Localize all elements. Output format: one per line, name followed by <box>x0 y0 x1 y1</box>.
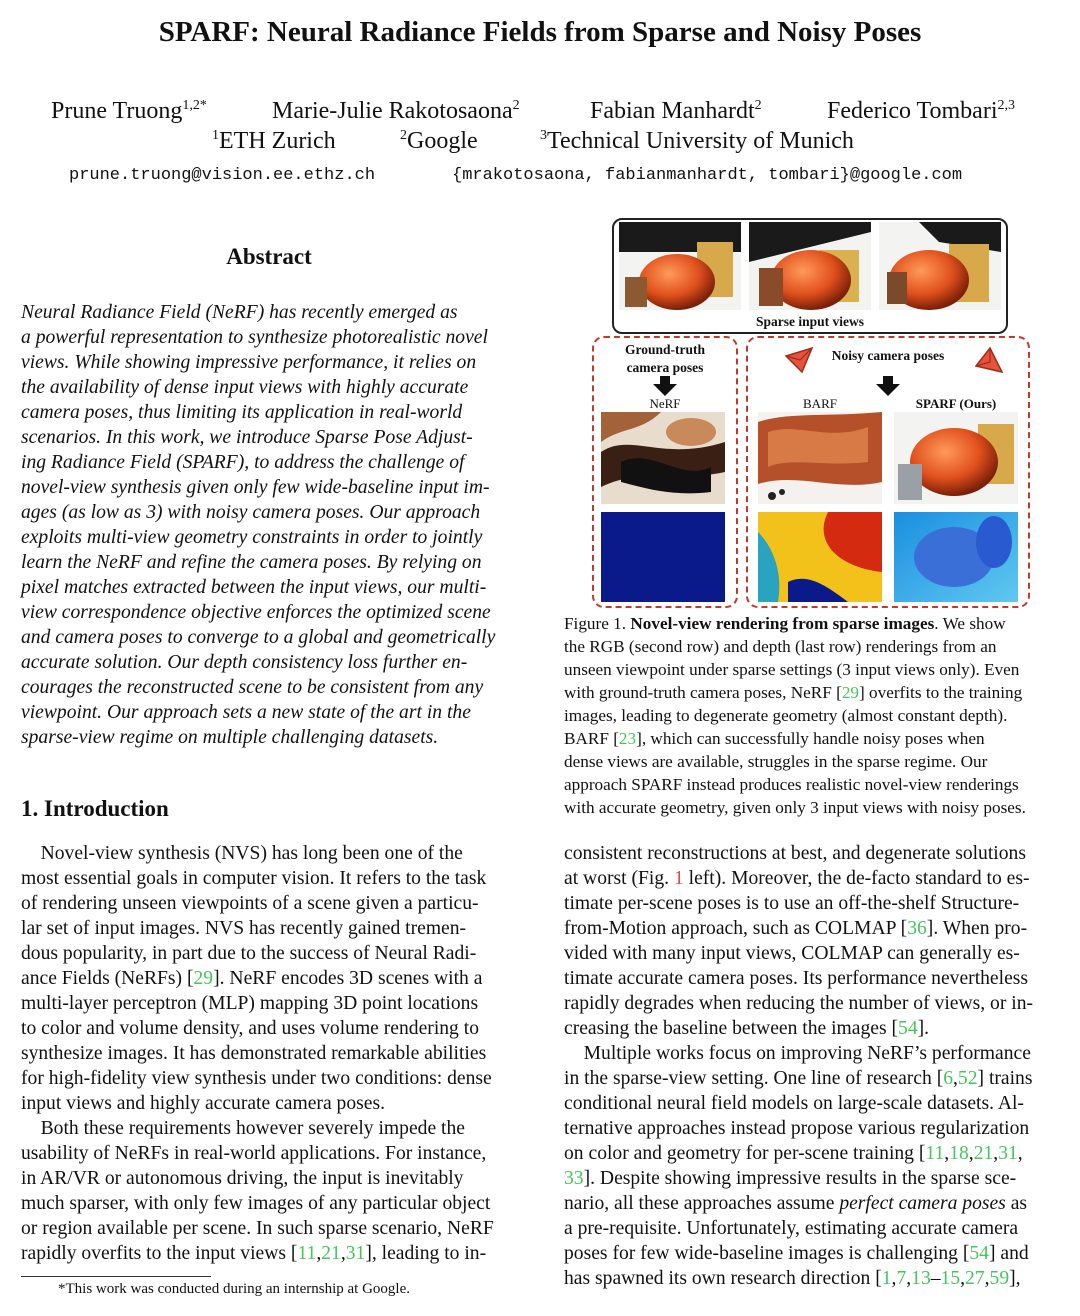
citation-link[interactable]: 52 <box>957 1068 978 1089</box>
text-run: ], which can successfully handle noisy poses when <box>636 729 985 748</box>
right_col-lines-line <box>564 1216 1064 1241</box>
text-run: ternative approaches instead propose various regularization <box>564 1118 1030 1139</box>
text-run: , <box>993 1143 999 1164</box>
text-run: timate accurate camera poses. Its performance nevertheless <box>564 968 1029 989</box>
abstract-line: novel-view synthesis given only few wide-baseline input im- <box>21 477 490 498</box>
text-run: nario, all these approaches assume <box>564 1193 840 1214</box>
text-run: Multiple works focus on improving NeRF’s performance <box>564 1043 1031 1064</box>
text-run: vided with many input views, COLMAP can generally es- <box>564 943 1020 964</box>
text-run: at worst (Fig. <box>564 868 674 889</box>
intro-heading: 1. Introduction <box>21 796 169 821</box>
right_col-lines-line <box>564 866 1064 891</box>
abstract-line: view correspondence objective enforces the optimized scene <box>21 602 491 623</box>
citation-link[interactable]: 23 <box>618 729 637 748</box>
citation-link[interactable]: 59 <box>989 1268 1010 1289</box>
text-run: approach SPARF instead produces realistic novel-view renderings <box>564 775 1019 794</box>
sparse-views-box <box>612 218 1008 334</box>
author-2: Marie-Julie Rakotosaona$^2$ <box>272 98 520 124</box>
text-run: dense views are available, struggles in the sparse regime. Our <box>564 752 988 771</box>
author-1: Prune Truong$^{1,2*}$ <box>51 98 207 124</box>
text-run: multi-layer perceptron (MLP) mapping 3D point locations <box>21 993 479 1014</box>
text-run: consistent reconstructions at best, and degenerate solutions <box>564 843 1026 864</box>
text-run: rapidly overfits to the input views [ <box>21 1243 298 1264</box>
right_col-lines-line <box>564 916 1064 941</box>
nerf-depth-render <box>601 512 725 602</box>
figure-caption_lines-line <box>564 750 1064 773</box>
intro-line <box>21 1191 521 1216</box>
text-run: , <box>953 1068 958 1089</box>
citation-link[interactable]: 54 <box>969 1243 989 1264</box>
intro-line <box>21 1241 521 1266</box>
abstract-line: the availability of dense input views with highly accurate <box>21 377 469 398</box>
text-run: , <box>968 1143 974 1164</box>
abstract-body <box>21 300 521 750</box>
intro-line <box>21 1216 521 1241</box>
intro-line <box>21 1041 521 1066</box>
right_col-lines-line <box>564 1166 1064 1191</box>
citation-link[interactable]: 31 <box>345 1243 366 1264</box>
citation-link[interactable]: 33 <box>564 1168 584 1189</box>
text-run: synthesize images. It has demonstrated remarkable abilities <box>21 1043 487 1064</box>
down-arrow-icon <box>653 376 677 396</box>
text-run: on color and geometry for per-scene training [ <box>564 1143 926 1164</box>
right_col-lines-line <box>564 1116 1064 1141</box>
camera-pose-icon-right <box>974 346 1004 374</box>
author-3: Fabian Manhardt$^2$ <box>590 98 762 124</box>
sparse-input-images <box>619 222 1001 312</box>
text-run: ], leading to in- <box>365 1243 487 1264</box>
footnote-rule <box>21 1276 211 1277</box>
gt-poses-box <box>592 336 738 608</box>
figure-caption_lines-line <box>564 704 1064 727</box>
text-run: much sparser, with only few images of any particular object <box>21 1193 491 1214</box>
abstract-heading: Abstract <box>226 244 312 269</box>
sparse-views-label: Sparse input views <box>755 314 865 329</box>
abstract-line: courages the reconstructed scene to be consistent from any <box>21 677 484 698</box>
text-run: in AR/VR or autonomous driving, the input is inevitably <box>21 1168 464 1189</box>
right_col-lines-line <box>564 1191 1064 1216</box>
right_col-lines-line <box>564 991 1064 1016</box>
text-run: with ground-truth camera poses, NeRF [ <box>564 683 842 702</box>
figure-caption_lines-line <box>564 727 1064 750</box>
intro-line <box>21 841 521 866</box>
text-run: . We show <box>934 614 1006 633</box>
text-run: for high-fidelity view synthesis under two conditions: dense <box>21 1068 492 1089</box>
citation-link[interactable]: 27 <box>965 1268 985 1289</box>
right_col-lines-line <box>564 1041 1064 1066</box>
footnote: *This work was conducted during an internship at Google. <box>58 1281 411 1297</box>
citation-link[interactable]: 18 <box>949 1143 969 1164</box>
text-run: , <box>891 1268 897 1289</box>
affiliation-2: $^2$Google <box>400 128 478 154</box>
intro-line <box>21 1016 521 1041</box>
text-run: conditional neural field models on large-scale datasets. Al- <box>564 1093 1024 1114</box>
text-run: Novel-view synthesis (NVS) has long been one of the <box>21 843 463 864</box>
abstract-line: and camera poses to converge to a global and geometrically <box>21 627 496 648</box>
barf-rgb-render <box>758 412 882 504</box>
figure-caption_lines-line <box>564 612 1064 635</box>
citation-link[interactable]: 7 <box>896 1268 907 1289</box>
text-run: Figure 1. <box>564 614 631 633</box>
abstract-line: ages (as low as 3) with noisy camera poses. Our approach <box>21 502 481 523</box>
intro-line <box>21 1141 521 1166</box>
intro-line <box>21 916 521 941</box>
right_col-lines-line <box>564 891 1064 916</box>
abstract-line: exploits multi-view geometry constraints in order to jointly <box>21 527 483 548</box>
text-run: images, leading to degenerate geometry (almost constant depth). <box>564 706 1008 725</box>
intro-line <box>21 891 521 916</box>
right_col-lines-line <box>564 1066 1064 1091</box>
text-run: – <box>930 1268 941 1289</box>
affiliation-3: $^3$Technical University of Munich <box>540 128 854 154</box>
text-run: timate per-scene poses is to use an off-the-shelf Structure- <box>564 893 1020 914</box>
gt-label-line-2: camera poses <box>626 360 704 375</box>
emphasis: perfect camera poses <box>839 1193 1006 1214</box>
right_col-lines-line <box>564 841 1064 866</box>
right-column-body <box>564 841 1064 1291</box>
text-run: ]. When pro- <box>926 918 1028 939</box>
text-run: ]. <box>917 1018 930 1039</box>
citation-link[interactable]: 31 <box>998 1143 1018 1164</box>
abstract-line: viewpoint. Our approach sets a new state of the art in the <box>21 702 471 723</box>
text-run: , <box>340 1243 346 1264</box>
text-run: to color and volume density, and uses volume rendering to <box>21 1018 479 1039</box>
intro-line <box>21 1116 521 1141</box>
noisy-poses-label: Noisy camera poses <box>831 348 945 363</box>
text-run: ]. Despite showing impressive results in the sparse sce- <box>583 1168 1017 1189</box>
nerf-rgb-render <box>601 412 725 504</box>
figure-caption_lines-line <box>564 796 1064 819</box>
citation-link[interactable]: 29 <box>841 683 859 702</box>
figure-1 <box>588 214 1068 614</box>
text-run: has spawned its own research direction [ <box>564 1268 882 1289</box>
citation-link[interactable]: 15 <box>940 1268 961 1289</box>
text-run: from-Motion approach, such as COLMAP [ <box>564 918 908 939</box>
text-run: unseen viewpoint under sparse settings (3 input views only). Even <box>564 660 1020 679</box>
citation-link[interactable]: 1 <box>881 1268 892 1289</box>
text-run: BARF [ <box>564 729 619 748</box>
citation-link[interactable]: 6 <box>943 1068 954 1089</box>
affiliation-1: $^1$ETH Zurich <box>212 128 336 154</box>
right_col-lines-line <box>564 966 1064 991</box>
gt-label-line-1: Ground-truth <box>624 342 706 357</box>
text-run: in the sparse-view setting. One line of research [ <box>564 1068 944 1089</box>
abstract-line: Neural Radiance Field (NeRF) has recently emerged as <box>21 302 458 323</box>
text-run: rapidly degrades when reducing the number of views, or in- <box>564 993 1034 1014</box>
text-run: most essential goals in computer vision. It refers to the task <box>21 868 487 889</box>
email-1: prune.truong@vision.ee.ethz.ch <box>69 166 376 185</box>
right_col-lines-line <box>564 1266 1064 1291</box>
abstract-line: camera poses, thus limiting its application in real-world <box>21 402 463 423</box>
abstract-line: a powerful representation to synthesize photorealistic novel <box>21 327 488 348</box>
citation-link[interactable]: 11 <box>925 1143 945 1164</box>
figure-caption_lines-line <box>564 635 1064 658</box>
figure-caption_lines-line <box>564 681 1064 704</box>
text-run: ] trains <box>977 1068 1033 1089</box>
citation-link[interactable]: 36 <box>907 918 927 939</box>
sparf-rgb-render <box>894 412 1018 504</box>
text-run: or region available per scene. In such sparse scenario, NeRF <box>21 1218 494 1239</box>
intro-line <box>21 1066 521 1091</box>
figure-caption <box>564 612 1064 819</box>
intro-line <box>21 991 521 1016</box>
right_col-lines-line <box>564 1016 1064 1041</box>
barf-depth-render <box>758 512 882 602</box>
text-run: ] and <box>988 1243 1029 1264</box>
noisy-poses-box <box>746 336 1030 608</box>
right_col-lines-line <box>564 1141 1064 1166</box>
intro-body <box>21 841 521 1266</box>
caption-title: Novel-view rendering from sparse images <box>630 614 935 633</box>
intro-line <box>21 966 521 991</box>
text-run: ] overfits to the training <box>859 683 1023 702</box>
right_col-lines-line <box>564 1091 1064 1116</box>
text-run: the RGB (second row) and depth (last row) renderings from an <box>564 637 997 656</box>
right_col-lines-line <box>564 1241 1064 1266</box>
intro-line <box>21 866 521 891</box>
abstract-line: scenarios. In this work, we introduce Sparse Pose Adjust- <box>21 427 473 448</box>
right_col-lines-line <box>564 941 1064 966</box>
text-run: dous popularity, in part due to the success of Neural Radi- <box>21 943 477 964</box>
citation-link[interactable]: 13 <box>911 1268 931 1289</box>
down-arrow-icon <box>876 376 900 396</box>
sparf-depth-render <box>894 512 1018 602</box>
citation-link[interactable]: 54 <box>898 1018 918 1039</box>
text-run: left). Moreover, the de-facto standard to es- <box>683 868 1030 889</box>
citation-link[interactable]: 21 <box>973 1143 994 1164</box>
abstract-line: sparse-view regime on multiple challenging datasets. <box>21 727 439 748</box>
abstract-line: accurate solution. Our depth consistency loss further en- <box>21 652 468 673</box>
text-run: creasing the baseline between the images [ <box>564 1018 899 1039</box>
text-run: ance Fields (NeRFs) [ <box>21 968 194 989</box>
abstract-line: pixel matches extracted between the input views, our multi- <box>21 577 487 598</box>
citation-link[interactable]: 11 <box>297 1243 317 1264</box>
email-2: {mrakotosaona, fabianmanhardt, tombari}@google.com <box>452 166 963 185</box>
intro-line <box>21 1166 521 1191</box>
text-run: , <box>960 1268 966 1289</box>
text-run: , <box>1017 1143 1023 1164</box>
text-run: lar set of input images. NVS has recently gained tremen- <box>21 918 467 939</box>
abstract-line: ing Radiance Field (SPARF), to address the challenge of <box>21 452 465 473</box>
col-label-barf: BARF <box>803 396 837 411</box>
text-run: Both these requirements however severely impede the <box>21 1118 465 1139</box>
paper-title: SPARF: Neural Radiance Fields from Sparse and Noisy Poses <box>158 16 922 48</box>
intro-line <box>21 941 521 966</box>
author-4: Federico Tombari$^{2,3}$ <box>827 98 1015 124</box>
figure-caption_lines-line <box>564 773 1064 796</box>
intro-line <box>21 1091 521 1116</box>
text-run: ]. NeRF encodes 3D scenes with a <box>213 968 483 989</box>
citation-link[interactable]: 29 <box>193 968 214 989</box>
col-label-nerf: NeRF <box>649 396 681 411</box>
text-run: input views and highly accurate camera poses. <box>21 1093 385 1114</box>
text-run: a pre-requisite. Unfortunately, estimating accurate camera <box>564 1218 1019 1239</box>
text-run: ], <box>1009 1268 1021 1289</box>
figure-caption_lines-line <box>564 658 1064 681</box>
text-run: , <box>944 1143 950 1164</box>
text-run: of rendering unseen viewpoints of a scene given a particu- <box>21 893 479 914</box>
text-run: as <box>1005 1193 1028 1214</box>
text-run: poses for few wide-baseline images is challenging [ <box>564 1243 970 1264</box>
col-label-sparf: SPARF (Ours) <box>915 396 997 411</box>
figure-ref-link[interactable]: 1 <box>673 868 684 889</box>
abstract-line: learn the NeRF and refine the camera poses. By relying on <box>21 552 482 573</box>
abstract-line: views. While showing impressive performance, it relies on <box>21 352 477 373</box>
text-run: , <box>984 1268 990 1289</box>
text-run: usability of NeRFs in real-world applications. For instance, <box>21 1143 487 1164</box>
text-run: with accurate geometry, given only 3 input views with noisy poses. <box>564 798 1026 817</box>
text-run: , <box>316 1243 322 1264</box>
text-run: , <box>906 1268 912 1289</box>
citation-link[interactable]: 21 <box>321 1243 341 1264</box>
